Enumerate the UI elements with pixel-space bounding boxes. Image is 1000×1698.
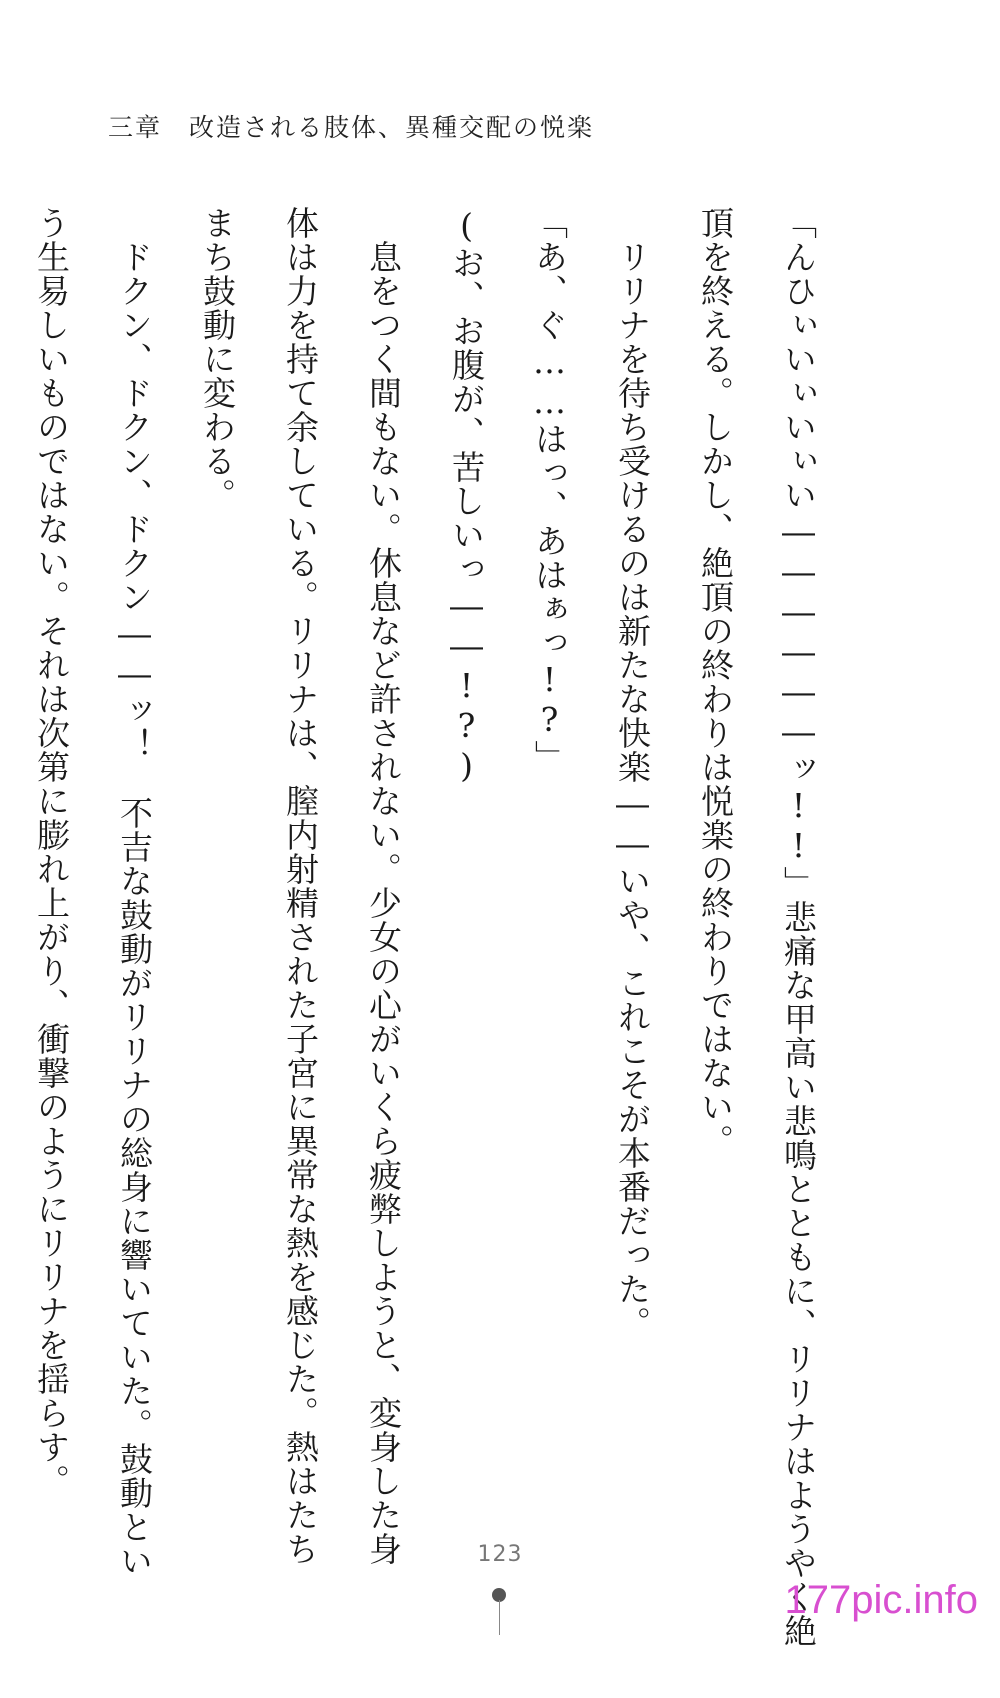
text-line: 頂を終える。しかし、絶頂の終わりは悦楽の終わりではない。	[696, 206, 735, 1158]
text-line	[0, 206, 10, 1346]
page-number: 123	[477, 1542, 523, 1567]
text-line: リリナを待ち受けるのは新たな快楽――いや、これこそが本番だった。	[613, 206, 652, 1340]
text-line: 「あ、ぐ……はっ、あはぁっ!?」	[530, 206, 569, 774]
text-line: 体は力を持て余している。リリナは、膣内射精された子宮に異常な熱を感じた。熱はたち	[281, 206, 320, 1566]
running-head: 三章 改造される肢体、異種交配の悦楽	[108, 113, 595, 142]
text-line: ドクン、ドクン、ドクン――ッ！ 不吉な鼓動がリリナの総身に響いていた。鼓動とい	[115, 206, 154, 1578]
text-line: う生易しいものではない。それは次第に膨れ上がり、衝撃のようにリリナを揺らす。	[32, 206, 71, 1498]
text-line: 息をつく間もない。休息など許されない。少女の心がいくら疲弊しようと、変身した身	[364, 206, 403, 1566]
folio-rule	[499, 1600, 500, 1635]
text-line: (お、お腹が、苦しいっ――!?)	[447, 206, 486, 786]
text-line: まち鼓動に変わる。	[198, 206, 237, 512]
text-line: 「んひぃいぃいぃい――――――ッ!!」悲痛な甲高い悲鳴とともに、リリナはようやく絶	[779, 206, 818, 1648]
watermark: 177pic.info	[784, 1578, 978, 1622]
